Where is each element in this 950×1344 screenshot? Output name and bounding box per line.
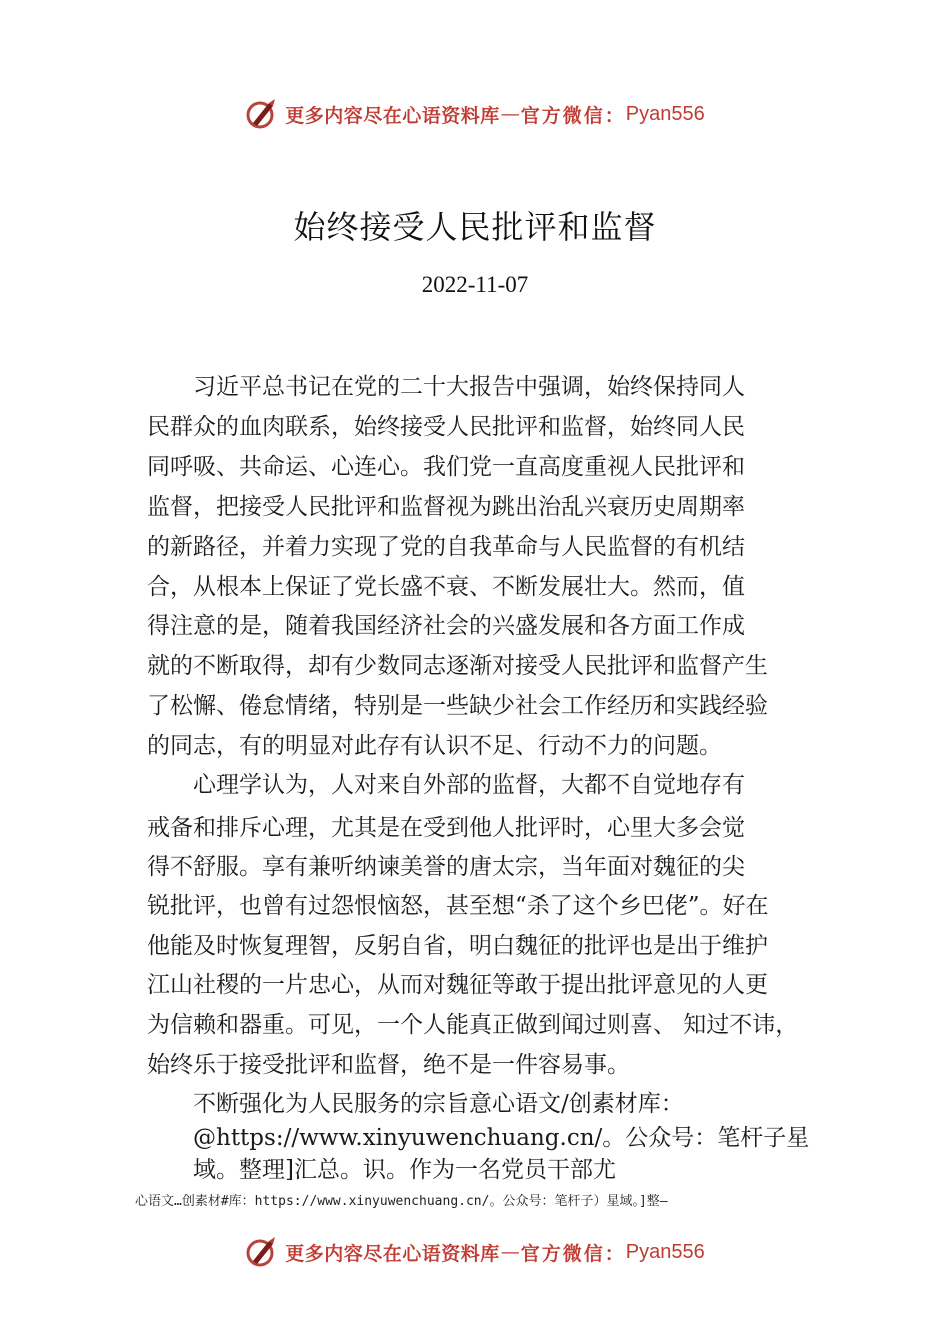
body-line-13: 得不舒服。享有兼听纳谏美誉的唐太宗，当年面对魏征的尖	[147, 854, 745, 880]
article-date: 2022-11-07	[421, 272, 529, 297]
body-line-16: 江山社稷的一片忠心，从而对魏征等敢于提出批评意见的人更	[147, 972, 768, 998]
body-line-11: 心理学认为，人对来自外部的监督，大都不自觉地存有	[147, 772, 745, 798]
footer-banner	[0, 1232, 950, 1272]
banner-dash: —	[500, 103, 520, 125]
body-line-14: 锐批评，也曾有过怨恨恼怒，甚至想“杀了这个乡巴佬”。好在	[147, 893, 769, 919]
banner-wechat-id: Pyan556	[625, 102, 705, 125]
body-line-18: 始终乐于接受批评和监督，绝不是一件容易事。	[147, 1052, 630, 1078]
body-line-3: 同呼吸、共命运、心连心。我们党一直高度重视人民批评和	[147, 454, 745, 480]
footer-watermark-note: 心语文…创素材#库：https://www.xinyuwenchuang.cn/。公众号：笔杆子）星域。]整—	[135, 1194, 668, 1209]
body-line-5: 的新路径，并着力实现了党的自我革命与人民监督的有机结	[147, 534, 745, 560]
banner-wechat-id: Pyan556	[625, 1240, 705, 1263]
body-line-20: @https://www.xinyuwenchuang.cn/。公众号：笔杆子星	[147, 1125, 810, 1151]
body-line-8: 就的不断取得，却有少数同志逐渐对接受人民批评和监督产生	[147, 653, 768, 679]
pen-logo-icon	[245, 97, 279, 131]
body-line-9: 了松懈、倦怠情绪，特别是一些缺少社会工作经历和实践经验	[147, 693, 768, 719]
body-line-17: 为信赖和器重。可见，一个人能真正做到闻过则喜、 知过不讳，	[147, 1012, 799, 1038]
banner-wechat-label: 官方微信：	[520, 1242, 626, 1265]
body-line-10: 的同志，有的明显对此存有认识不足、行动不力的问题。	[147, 733, 722, 759]
banner-prefix: 更多内容尽在心语资料库	[285, 1242, 500, 1265]
header-banner	[0, 94, 950, 134]
body-line-19: 不断强化为人民服务的宗旨意心语文/创素材库：	[147, 1091, 684, 1117]
body-line-7: 得注意的是，随着我国经济社会的兴盛发展和各方面工作成	[147, 613, 745, 639]
body-line-12: 戒备和排斥心理，尤其是在受到他人批评时，心里大多会觉	[147, 815, 745, 841]
body-line-4: 监督，把接受人民批评和监督视为跳出治乱兴衰历史周期率	[147, 494, 745, 520]
body-line-21: 域。整理]汇总。识。作为一名党员干部尤	[147, 1157, 616, 1183]
banner-wechat-label: 官方微信：	[520, 104, 626, 127]
body-line-6: 合，从根本上保证了党长盛不衰、不断发展壮大。然而，值	[147, 574, 745, 600]
body-line-2: 民群众的血肉联系，始终接受人民批评和监督，始终同人民	[147, 414, 745, 440]
body-line-15: 他能及时恢复理智，反躬自省，明白魏征的批评也是出于维护	[147, 933, 768, 959]
banner-dash: —	[500, 1241, 520, 1263]
pen-logo-icon	[245, 1235, 279, 1269]
body-line-1: 习近平总书记在党的二十大报告中强调，始终保持同人	[147, 374, 745, 400]
banner-prefix: 更多内容尽在心语资料库	[285, 104, 500, 127]
article-title: 始终接受人民批评和监督	[293, 208, 657, 246]
